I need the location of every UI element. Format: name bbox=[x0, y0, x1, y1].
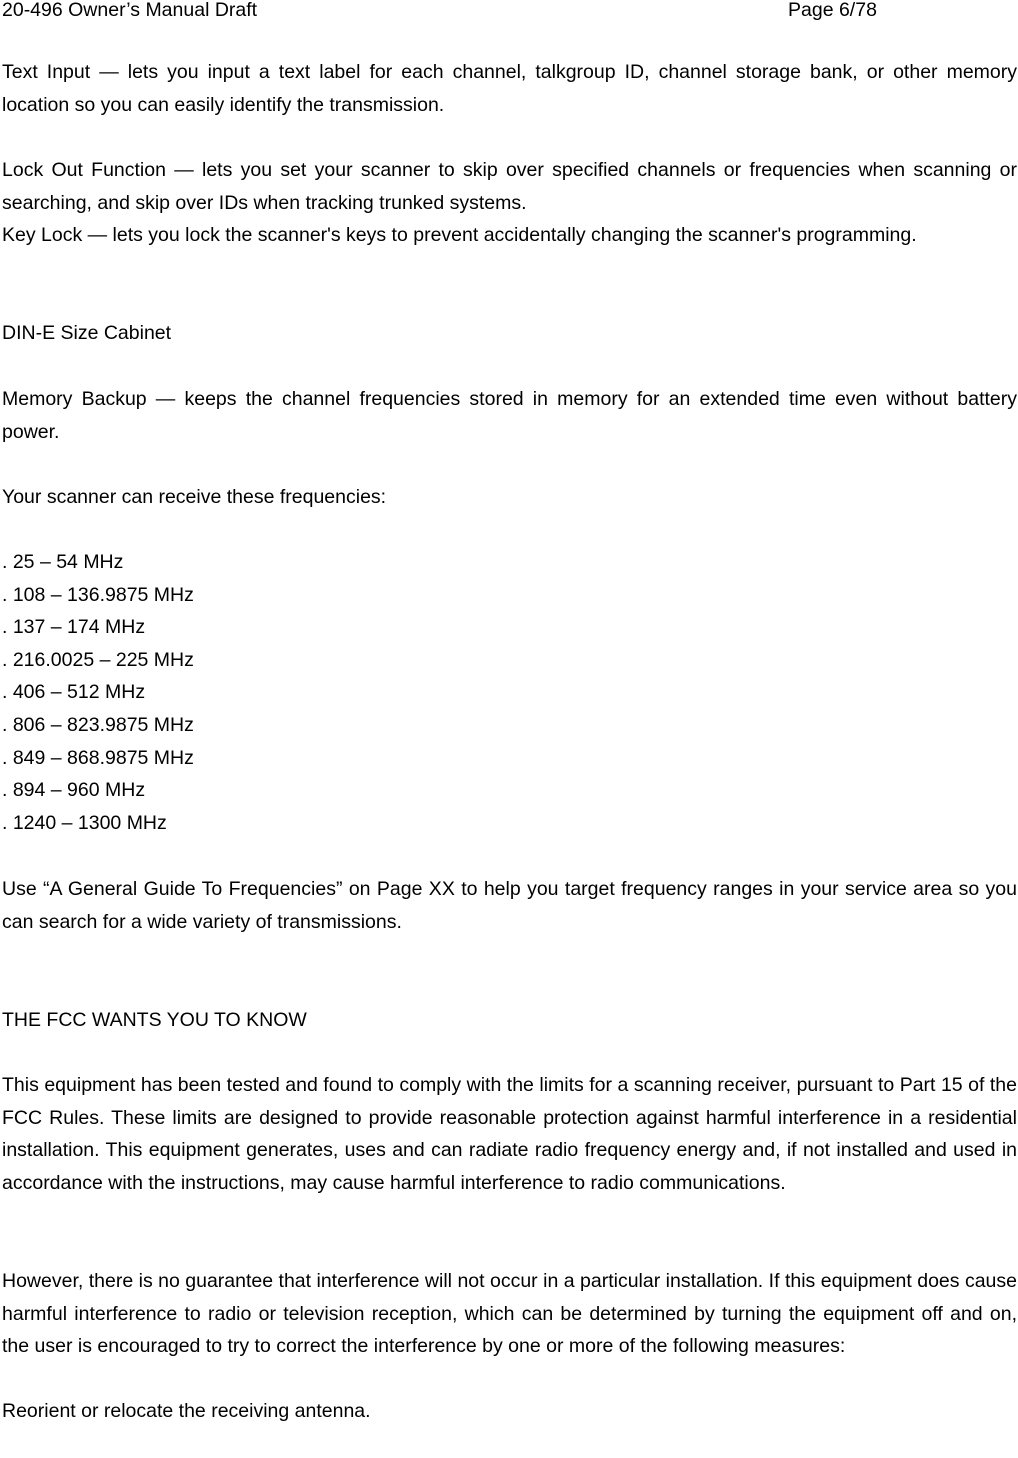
list-item: . 216.0025 – 225 MHz bbox=[2, 648, 194, 671]
list-item: . 108 – 136.9875 MHz bbox=[2, 583, 194, 606]
page-header bbox=[2, 0, 1016, 26]
receive-intro-paragraph: Your scanner can receive these frequencies: bbox=[2, 486, 387, 508]
memory-backup-paragraph: Memory Backup — keeps the channel frequencies stored in memory for an extended time even without battery power. bbox=[2, 388, 1017, 443]
fcc-body-paragraph: This equipment has been tested and found to comply with the limits for a scanning receiver, pursuant to Part 15 of the FCC Rules. These limits are designed to provide reasonable protection against harmful interference in a residential installation. This equipment generates, uses and can radiate radio frequency energy and, if not installed and used in accordance with the instructions, may cause harmful interference to radio communications. bbox=[2, 1074, 1017, 1194]
din-cabinet-paragraph: DIN-E Size Cabinet bbox=[2, 322, 172, 344]
fcc-heading: THE FCC WANTS YOU TO KNOW bbox=[2, 1009, 307, 1031]
document-title: 20-496 Owner’s Manual Draft bbox=[2, 0, 258, 21]
list-item: . 406 – 512 MHz bbox=[2, 681, 146, 704]
list-item: . 894 – 960 MHz bbox=[2, 779, 146, 802]
list-item: . 137 – 174 MHz bbox=[2, 616, 146, 639]
list-item: . 25 – 54 MHz bbox=[2, 551, 124, 573]
key-lock-paragraph: Key Lock — lets you lock the scanner's keys to prevent accidentally changing the scanner's programming. bbox=[2, 224, 917, 246]
page-number: Page 6/78 bbox=[788, 0, 877, 21]
list-item: . 806 – 823.9875 MHz bbox=[2, 713, 194, 736]
frequency-guide-paragraph: Use “A General Guide To Frequencies” on Page XX to help you target frequency ranges in your service area so you can search for a wide variety of transmissions. bbox=[2, 878, 1017, 933]
frequency-list bbox=[2, 546, 194, 839]
lock-out-paragraph: Lock Out Function — lets you set your scanner to skip over specified channels or frequencies when scanning or searching, and skip over IDs when tracking trunked systems. bbox=[2, 159, 1017, 214]
list-item: . 1240 – 1300 MHz bbox=[2, 811, 167, 834]
interference-paragraph: However, there is no guarantee that interference will not occur in a particular installation. If this equipment does cause harmful interference to radio or television reception, which can be determined by turning the equipment off and on, the user is encouraged to try to correct the interference by one or more of the following measures: bbox=[2, 1270, 1017, 1358]
list-item: . 849 – 868.9875 MHz bbox=[2, 746, 194, 769]
text-input-paragraph: Text Input — lets you input a text label for each channel, talkgroup ID, channel storage bank, or other memory location so you can easily identify the transmission. bbox=[2, 61, 1017, 116]
reorient-paragraph: Reorient or relocate the receiving antenna. bbox=[2, 1400, 371, 1422]
